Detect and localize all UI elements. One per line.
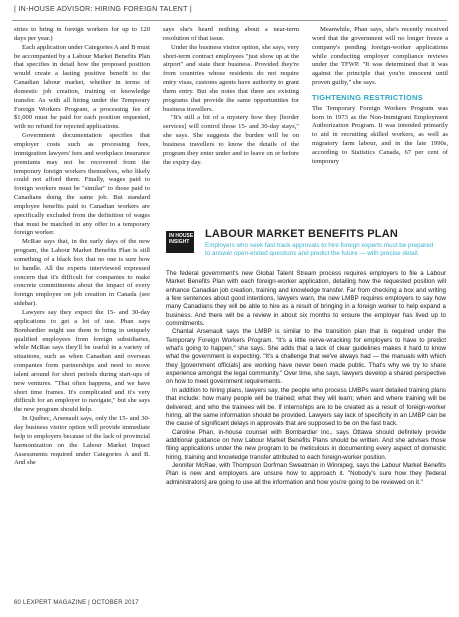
paragraph: In addition to hiring plans, lawyers say, the people who process LMBPs want detailed training plans that include: how many people will be trained; what they will learn; when and where training will be delivered; and who the trainees will be. If internships are to be created as a result of foreign-worker hiring, all the same information should be provided. Lawyers say lack of specificity in an LMBP can be the cause of significant delays in approvals that are supposed to be on the fast track. (166, 386, 446, 428)
paragraph: Under the business visitor option, she says, very short-term contract employees "just show up at the airport" and state their business. Provided they're from countries whose residents do not require entry visas, customs agents have authority to grant them entry. But she notes that there are existing programs that provide the same opportunities for business travellers. (163, 43, 299, 113)
paragraph: Each application under Categories A and B must be accompanied by a Labour Market Benefits Plan that specifies in detail how the proposed position would create a lasting positive benefit to the Canadian labour market, whether in terms of domestic job creation, training or knowledge transfer. As with all hiring under the Temporary Foreign Workers Program, a processing fee of $1,000 must be paid for each position requested, with no refund for rejected applications. (14, 43, 150, 131)
running-header: | IN-HOUSE ADVISOR: HIRING FOREIGN TALENT | (14, 6, 192, 13)
paragraph: "It's still a bit of a mystery how they [border services] will control those 15- and 30-day stays," she says. She suggests the burden will be on business travellers to know the details of the program they enter under and to leave on or before the expiry day. (163, 114, 299, 166)
paragraph: says she's heard nothing about a near-term resolution of that issue. (163, 26, 299, 42)
article-column-3 (312, 26, 448, 226)
paragraph: The federal government's new Global Talent Stream process requires employers to file a Labour Market Benefits Plan with each foreign-worker application, detailing how the requested position will enhance Canadian job creation, training and knowledge transfer. Far from checking a box and writing a few sentences about good intentions, lawyers warn, the new LMBP requires employers to say how many Canadians they will be able to hire as a result of bringing in a foreign worker to help expand a business. And there will be a review in about six months to ensure the employer has lived up to commitments. (166, 270, 446, 328)
paragraph: stries to bring in foreign workers for up to 120 days per year.) (14, 26, 150, 42)
sidebar-deck: Employers who seek fast track approvals to hire foreign experts must be prepared to answer open-ended questions and predict the future — with precise detail. (205, 242, 434, 257)
article-column-1 (14, 26, 150, 596)
paragraph: Chantal Arsenault says the LMBP is similar to the transition plan that is required under the Temporary Foreign Workers Program. "It's a little nerve-wracking for employers to have to predict what's going to happen," she says. She adds that a lack of clear guidelines makes it hard to know what the government is expecting. "It's a challenge that we've always had — the manuals with which they [government officials] are working have never been made public. That's why we try to share experience amongst the legal community." Over time, she says, lawyers develop a shared perspective on how to meet government requirements. (166, 328, 446, 386)
paragraph: In Québec, Arsenault says, only the 15- and 30-day business visitor option will provide immediate help to employers because of the lack of provincial harmonization on the Labour Market Impact Assessments required under Categories A and B. And she (14, 415, 150, 467)
sidebar-title: LABOUR MARKET BENEFITS PLAN (205, 228, 399, 240)
paragraph: McRae says that, in the early days of the new program, the Labour Market Benefits Plan is still something of a black box that no one is sure how to handle. All the experts interviewed expressed concern that it's difficult for companies to make concrete commitments about the impact of every foreign employee on job creation in Canada (see sidebar). (14, 238, 150, 308)
paragraph: Lawyers say they expect the 15- and 30-day applications to get a lot of use. Phan says Bombardier might use them to bring in uniquely qualified employees from foreign subsidiaries, while McRae says they'll be useful in a variety of situations, such as when Canadian and overseas companies form partnerships and need to move talent around for short periods during start-ups of new ventures. "That often happens, and we have short time frames. It's complicated and it's very difficult for an employer to navigate," but she says the new program should help. (14, 309, 150, 414)
sidebar-box (166, 224, 446, 596)
section-subhead: TIGHTENING RESTRICTIONS (312, 92, 424, 102)
paragraph: Jennifer McRae, with Thompson Dorfman Sweatman in Winnipeg, says the Labour Market Benefits Plan is new and employers are unsure how to approach it. "Nobody's sure how they [federal administrators] are going to use all the information and how you're going to be reviewed on it." (166, 461, 446, 486)
paragraph: The Temporary Foreign Workers Program was born in 1973 as the Non-Immigrant Employment Authorization Program. It was intended primarily to aid in recruiting skilled workers, as well as migratory farm labour, and in the late 1990s, according to Statistics Canada, 67 per cent of temporary (312, 104, 448, 165)
sidebar-body (166, 270, 446, 487)
paragraph: Meanwhile, Phan says, she's recently received word that the government will no longer freeze a company's pending foreign-worker applications while conducting employer compliance reviews under the TFWP. "It was determined that it was against the principle that you're innocent until proven guilty," she says. (312, 26, 448, 87)
article-column-2 (163, 26, 299, 226)
in-house-insight-badge: IN HOUSE INSIGHT (166, 231, 194, 253)
paragraph: Caroline Phan, in-house counsel with Bombardier Inc., says Ottawa should definitely provide additional guidance on how Labour Market Benefits Plans should be written. And she advises those filing applications under the new program to be meticulous in documenting every aspect of domestic hiring, training and knowledge transfer attributed to each foreign-worker position. (166, 428, 446, 461)
paragraph: Government documentation specifies that employer costs such as processing fees, immigration lawyers' fees and workplace insurance premiums may not be recovered from the temporary foreign workers themselves, who likely could not afford them. Finally, wages paid to foreign workers must be "similar" to those paid to Canadians doing the same job. But standard employee benefits paid to Canadian workers are specifically excluded from the definition of wages that must be matched in any offer to a temporary foreign worker. (14, 132, 150, 237)
page-footer: 60 LEXPERT MAGAZINE | OCTOBER 2017 (14, 600, 139, 606)
